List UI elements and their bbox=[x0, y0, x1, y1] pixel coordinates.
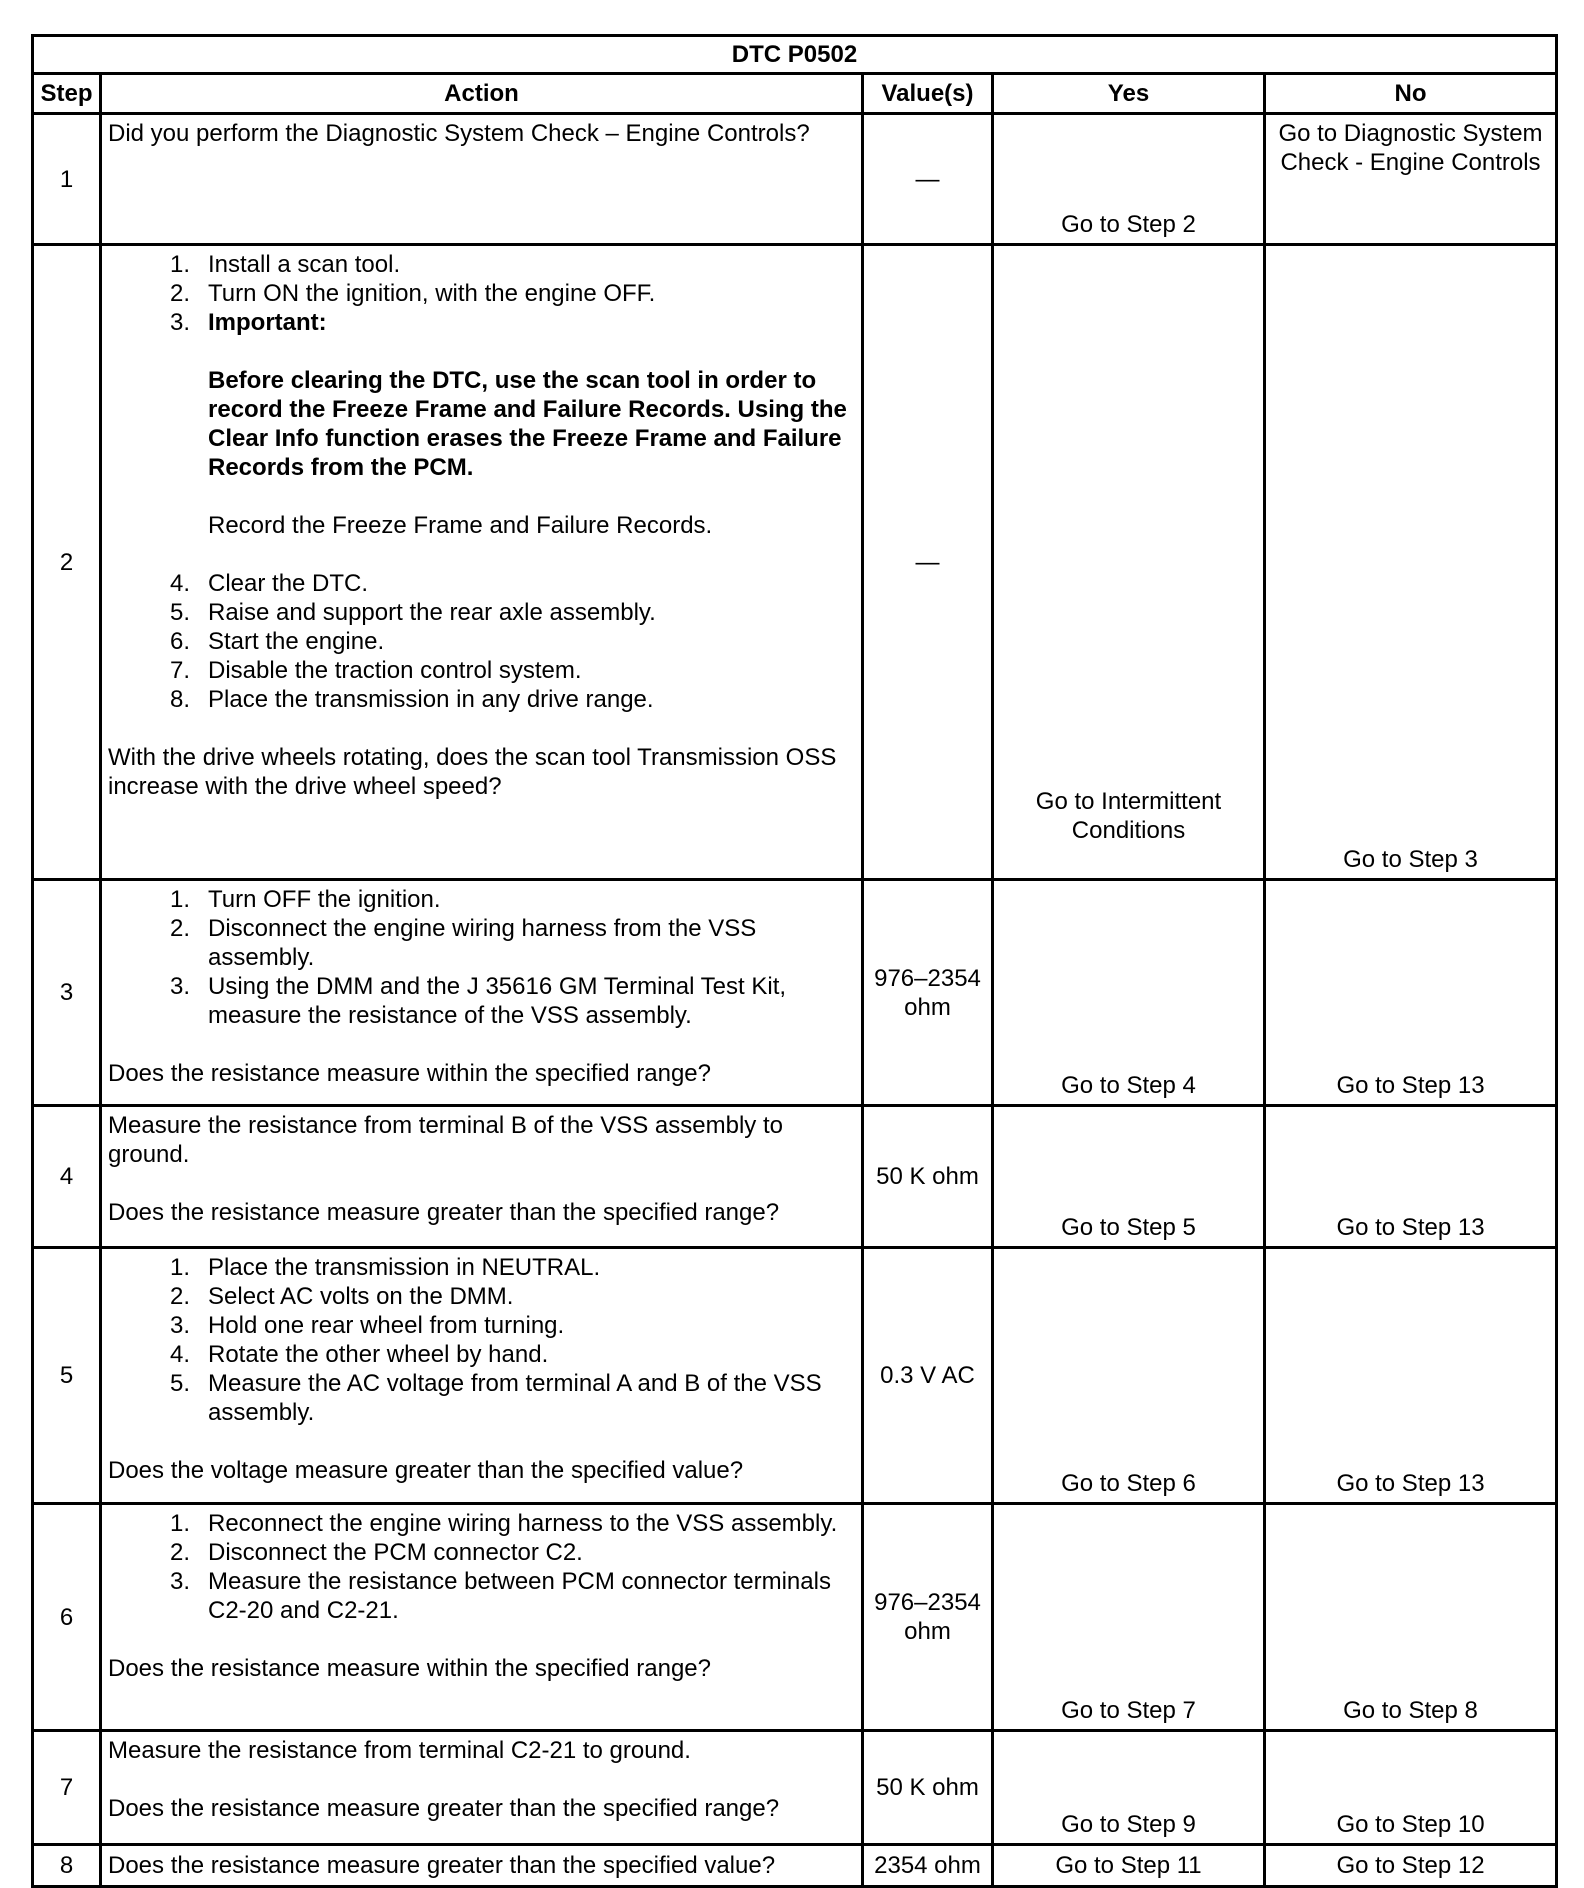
header-no: No bbox=[1265, 74, 1557, 114]
step-number: 5 bbox=[33, 1248, 101, 1504]
list-item: 8. Place the transmission in any drive range. bbox=[169, 686, 654, 713]
no-cell: Go to Step 12 bbox=[1265, 1845, 1557, 1887]
action-cell bbox=[101, 1504, 863, 1731]
action-question: Does the resistance measure greater than the specified range? bbox=[108, 1795, 780, 1822]
list-item: 5. Measure the AC voltage from terminal A and B of the VSS assembly. bbox=[169, 1370, 822, 1426]
action-cell bbox=[101, 114, 863, 245]
step-number: 7 bbox=[33, 1731, 101, 1845]
yes-cell: Go to Step 5 bbox=[993, 1106, 1265, 1248]
yes-cell: Go to Step 11 bbox=[993, 1845, 1265, 1887]
yes-cell: Go to Step 2 bbox=[993, 114, 1265, 245]
record-note: Record the Freeze Frame and Failure Records. bbox=[208, 512, 713, 539]
table-row bbox=[33, 880, 1557, 1106]
list-item: 2. Disconnect the PCM connector C2. bbox=[169, 1539, 583, 1566]
list-item: 3. Important: bbox=[169, 309, 327, 336]
step-number: 3 bbox=[33, 880, 101, 1106]
step-number: 6 bbox=[33, 1504, 101, 1731]
header-yes: Yes bbox=[993, 74, 1265, 114]
action-question: Does the resistance measure greater than the specified value? bbox=[108, 1852, 776, 1879]
no-cell: Go to Step 10 bbox=[1265, 1731, 1557, 1845]
list-item: 2. Turn ON the ignition, with the engine OFF. bbox=[169, 280, 656, 307]
value-cell: 2354 ohm bbox=[863, 1845, 993, 1887]
value-cell: — bbox=[863, 245, 993, 880]
list-item: 3. Measure the resistance between PCM connector terminals C2-20 and C2-21. bbox=[169, 1568, 831, 1624]
header-action: Action bbox=[101, 74, 863, 114]
value-cell: 0.3 V AC bbox=[863, 1248, 993, 1504]
step-number: 1 bbox=[33, 114, 101, 245]
action-steps-list bbox=[108, 885, 855, 1030]
list-item: 3. Hold one rear wheel from turning. bbox=[169, 1312, 565, 1339]
table-row bbox=[33, 1504, 1557, 1731]
header-step: Step bbox=[33, 74, 101, 114]
list-item: 1. Place the transmission in NEUTRAL. bbox=[169, 1254, 601, 1281]
dtc-diagnostic-table bbox=[31, 34, 1558, 1888]
action-steps-list bbox=[108, 1509, 855, 1625]
action-question: Did you perform the Diagnostic System Check – Engine Controls? bbox=[108, 120, 810, 147]
table-row bbox=[33, 1248, 1557, 1504]
list-item: 1. Install a scan tool. bbox=[169, 251, 401, 278]
action-steps-list bbox=[108, 1253, 855, 1427]
yes-cell: Go to Step 7 bbox=[993, 1504, 1265, 1731]
no-cell: Go to Step 3 bbox=[1265, 245, 1557, 880]
value-cell: 50 K ohm bbox=[863, 1731, 993, 1845]
action-question: Does the resistance measure within the specified range? bbox=[108, 1655, 711, 1682]
yes-cell: Go to Step 6 bbox=[993, 1248, 1265, 1504]
no-cell: Go to Step 8 bbox=[1265, 1504, 1557, 1731]
list-item: 4. Clear the DTC. bbox=[169, 570, 369, 597]
action-cell bbox=[101, 1248, 863, 1504]
header-values: Value(s) bbox=[863, 74, 993, 114]
important-note: Before clearing the DTC, use the scan tool in order to record the Freeze Frame and Failure Records. Using the Clear Info function erases the Freeze Frame and Failure Records from the PCM. bbox=[208, 367, 847, 481]
value-cell: — bbox=[863, 114, 993, 245]
list-item: 1. Reconnect the engine wiring harness to the VSS assembly. bbox=[169, 1510, 838, 1537]
step-number: 2 bbox=[33, 245, 101, 880]
action-cell bbox=[101, 880, 863, 1106]
action-question: Does the resistance measure greater than the specified range? bbox=[108, 1199, 780, 1226]
list-item: 6. Start the engine. bbox=[169, 628, 385, 655]
action-cell bbox=[101, 1845, 863, 1887]
no-cell: Go to Step 13 bbox=[1265, 1248, 1557, 1504]
no-cell: Go to Step 13 bbox=[1265, 1106, 1557, 1248]
yes-cell: Go to Step 4 bbox=[993, 880, 1265, 1106]
value-cell: 50 K ohm bbox=[863, 1106, 993, 1248]
action-cell bbox=[101, 1106, 863, 1248]
list-item: 7. Disable the traction control system. bbox=[169, 657, 582, 684]
action-instruction: Measure the resistance from terminal C2-21 to ground. bbox=[108, 1737, 691, 1764]
action-steps-list bbox=[108, 569, 855, 714]
step-number: 8 bbox=[33, 1845, 101, 1887]
list-item: 4. Rotate the other wheel by hand. bbox=[169, 1341, 549, 1368]
action-question: Does the resistance measure within the specified range? bbox=[108, 1060, 711, 1087]
action-question: Does the voltage measure greater than the specified value? bbox=[108, 1457, 744, 1484]
table-row bbox=[33, 1731, 1557, 1845]
header-row bbox=[33, 74, 1557, 114]
list-item: 3. Using the DMM and the J 35616 GM Terminal Test Kit, measure the resistance of the VSS assembly. bbox=[169, 973, 787, 1029]
action-cell bbox=[101, 1731, 863, 1845]
no-cell: Go to Diagnostic System Check - Engine Controls bbox=[1265, 114, 1557, 245]
list-item: 1. Turn OFF the ignition. bbox=[169, 886, 441, 913]
action-instruction: Measure the resistance from terminal B of the VSS assembly to ground. bbox=[108, 1112, 783, 1168]
table-row bbox=[33, 245, 1557, 880]
value-cell: 976–2354 ohm bbox=[863, 880, 993, 1106]
table-row bbox=[33, 1845, 1557, 1887]
yes-cell: Go to Intermittent Conditions bbox=[993, 245, 1265, 880]
action-question: With the drive wheels rotating, does the scan tool Transmission OSS increase with the drive wheel speed? bbox=[108, 744, 837, 800]
action-steps-list bbox=[108, 250, 855, 337]
list-item: 2. Select AC volts on the DMM. bbox=[169, 1283, 514, 1310]
yes-cell: Go to Step 9 bbox=[993, 1731, 1265, 1845]
table-title: DTC P0502 bbox=[33, 36, 1557, 74]
table-row bbox=[33, 114, 1557, 245]
table-row bbox=[33, 1106, 1557, 1248]
step-number: 4 bbox=[33, 1106, 101, 1248]
action-cell bbox=[101, 245, 863, 880]
list-item: 2. Disconnect the engine wiring harness from the VSS assembly. bbox=[169, 915, 757, 971]
no-cell: Go to Step 13 bbox=[1265, 880, 1557, 1106]
list-item: 5. Raise and support the rear axle assembly. bbox=[169, 599, 656, 626]
value-cell: 976–2354 ohm bbox=[863, 1504, 993, 1731]
